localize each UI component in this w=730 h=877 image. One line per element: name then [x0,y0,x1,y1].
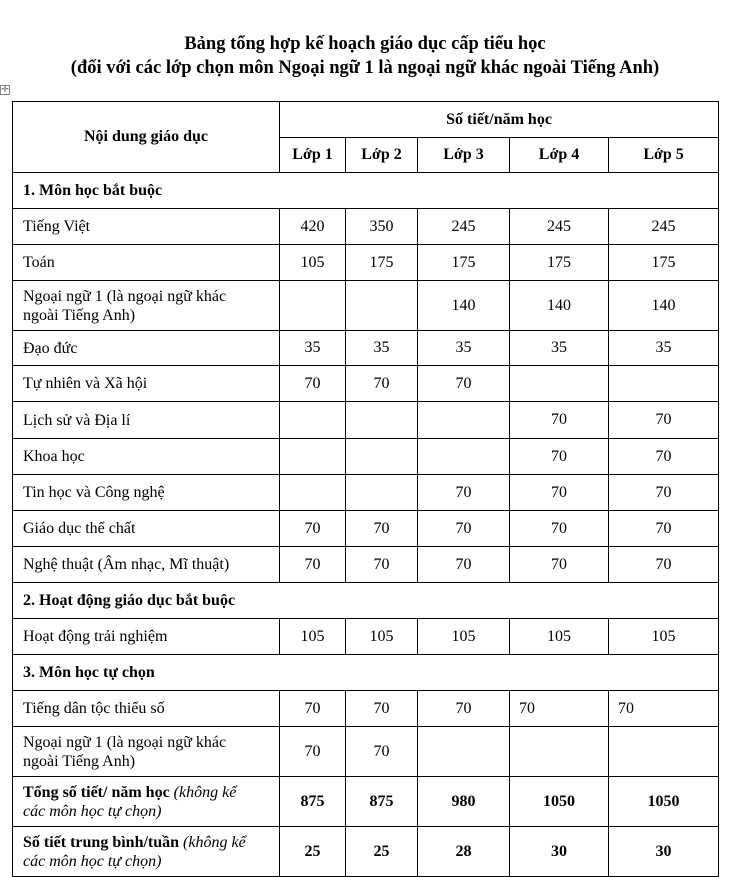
table-row [13,366,719,402]
cell: 70 [609,402,719,439]
section-compulsory-subjects: 1. Môn học bắt buộc [13,173,719,209]
section-compulsory-activities: 2. Hoạt động giáo dục bắt buộc [13,583,719,619]
cell [346,475,418,511]
document-subtitle: (đối với các lớp chọn môn Ngoại ngữ 1 là ngoại ngữ khác ngoài Tiếng Anh) [70,58,660,78]
cell: 175 [609,245,719,281]
row-label [13,827,280,877]
cell: 70 [510,402,609,439]
cell: 70 [280,547,346,583]
cell: 350 [346,209,418,245]
header-grade-5: Lớp 5 [609,138,719,173]
cell: 875 [280,777,346,827]
cell: 420 [280,209,346,245]
cell: 70 [280,727,346,777]
row-label: Tiếng Việt [13,209,280,245]
cell: 70 [280,366,346,402]
cell: 70 [609,511,719,547]
cell: 70 [510,547,609,583]
row-label-line1: Ngoại ngữ 1 (là ngoại ngữ khác [23,733,227,751]
cell: 70 [346,547,418,583]
cell [510,727,609,777]
cell: 70 [346,511,418,547]
cell: 28 [418,827,510,877]
cell: 25 [346,827,418,877]
row-label: Tin học và Công nghệ [13,475,280,511]
cell: 105 [280,619,346,655]
cell: 105 [418,619,510,655]
cell: 140 [418,281,510,331]
table-row [13,331,719,366]
cell: 70 [418,511,510,547]
row-label: Toán [13,245,280,281]
cell: 70 [510,691,609,727]
cell [280,439,346,475]
education-plan-table [12,101,719,877]
cell: 35 [510,331,609,366]
cell [280,281,346,331]
cell: 35 [280,331,346,366]
cell: 70 [609,439,719,475]
cell: 105 [280,245,346,281]
row-label-line2: ngoài Tiếng Anh) [23,752,136,770]
section-elective-subjects: 3. Môn học tự chọn [13,655,719,691]
document-title: Bảng tổng hợp kế hoạch giáo dục cấp tiểu học [184,34,546,54]
cell: 875 [346,777,418,827]
cell: 70 [609,691,719,727]
cell: 35 [609,331,719,366]
table-row [13,727,719,777]
row-label-line1: Ngoại ngữ 1 (là ngoại ngữ khác [23,287,227,305]
cell: 70 [418,475,510,511]
cell: 70 [418,547,510,583]
header-content: Nội dung giáo dục [13,102,280,173]
table-move-handle-icon[interactable]: ✛ [1,85,9,95]
cell: 105 [609,619,719,655]
cell: 175 [346,245,418,281]
table-row [13,402,719,439]
cell: 70 [346,727,418,777]
table-row [13,475,719,511]
table-row [13,439,719,475]
cell: 1050 [510,777,609,827]
cell: 1050 [609,777,719,827]
cell [418,727,510,777]
table-row [13,281,719,331]
row-label: Hoạt động trải nghiệm [13,619,280,655]
row-label: Tiếng dân tộc thiểu số [13,691,280,727]
cell: 25 [280,827,346,877]
header-grade-4: Lớp 4 [510,138,609,173]
header-grade-3: Lớp 3 [418,138,510,173]
cell [346,402,418,439]
cell: 70 [510,475,609,511]
header-periods: Số tiết/năm học [280,102,719,138]
cell: 70 [418,366,510,402]
cell: 70 [609,475,719,511]
cell: 30 [510,827,609,877]
cell: 70 [510,511,609,547]
cell: 30 [609,827,719,877]
row-label [13,281,280,331]
cell [280,475,346,511]
cell: 980 [418,777,510,827]
cell: 70 [280,511,346,547]
table-row-weekly-average [13,827,719,877]
cell [346,281,418,331]
header-grade-2: Lớp 2 [346,138,418,173]
row-label: Đạo đức [13,331,280,366]
row-label-line2: ngoài Tiếng Anh) [23,306,136,324]
cell: 35 [346,331,418,366]
cell: 175 [418,245,510,281]
cell: 245 [609,209,719,245]
cell: 70 [280,691,346,727]
row-label [13,777,280,827]
cell: 140 [510,281,609,331]
cell [280,402,346,439]
row-label [13,727,280,777]
table-row [13,209,719,245]
cell: 70 [510,439,609,475]
average-note-1: (không kể [179,833,246,851]
cell [609,727,719,777]
cell: 140 [609,281,719,331]
cell: 245 [418,209,510,245]
average-label: Số tiết trung bình/tuần [23,833,180,851]
cell [418,439,510,475]
header-grade-1: Lớp 1 [280,138,346,173]
row-label: Giáo dục thể chất [13,511,280,547]
cell [418,402,510,439]
table-row [13,547,719,583]
cell [510,366,609,402]
table-row-total [13,777,719,827]
cell: 70 [346,366,418,402]
table-row [13,619,719,655]
cell: 70 [346,691,418,727]
cell: 105 [346,619,418,655]
row-label: Tự nhiên và Xã hội [13,366,280,402]
cell: 245 [510,209,609,245]
cell: 70 [609,547,719,583]
cell [609,366,719,402]
total-note-2: các môn học tự chọn) [23,802,162,820]
cell [346,439,418,475]
cell: 105 [510,619,609,655]
table-row [13,511,719,547]
cell: 70 [418,691,510,727]
total-label: Tổng số tiết/ năm học [23,783,170,801]
cell: 175 [510,245,609,281]
total-note-1: (không kể [169,783,237,801]
average-note-2: các môn học tự chọn) [23,852,162,870]
row-label: Nghệ thuật (Âm nhạc, Mĩ thuật) [13,547,280,583]
cell: 35 [418,331,510,366]
row-label: Khoa học [13,439,280,475]
table-row [13,691,719,727]
table-row [13,245,719,281]
row-label: Lịch sử và Địa lí [13,402,280,439]
